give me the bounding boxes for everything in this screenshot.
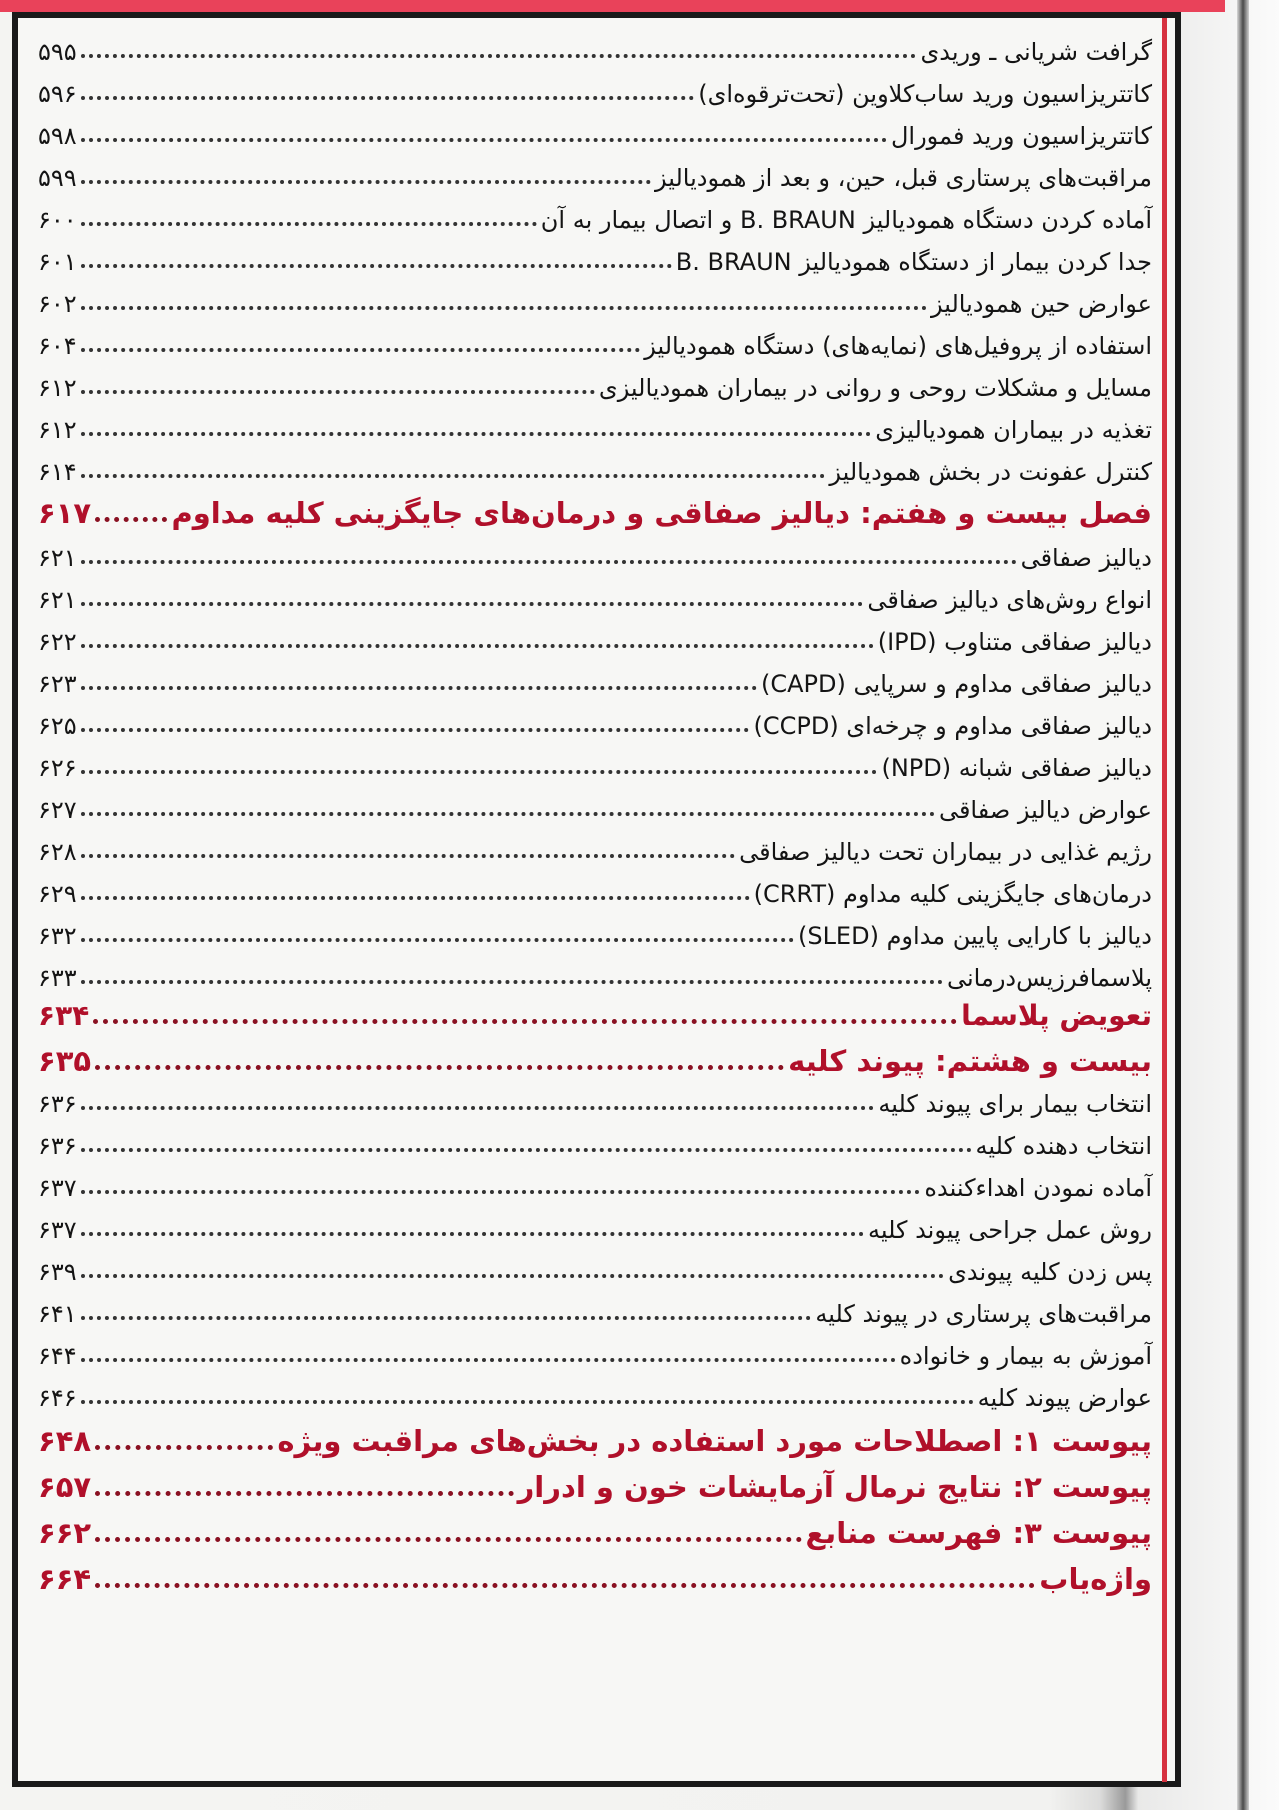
toc-entry-page-number: ۵۹۹ [38, 164, 77, 192]
dot-leader [81, 560, 1017, 564]
toc-entry [18, 1084, 1162, 1124]
toc-entry-page-number: ۶۲۱ [38, 544, 77, 572]
toc-entry-page-number: ۶۲۶ [38, 754, 77, 782]
toc-entry-title: دیالیز صفاقی مداوم و چرخه‌ای (CCPD) [753, 712, 1152, 740]
toc-entry [18, 1294, 1162, 1334]
dot-leader [81, 602, 864, 606]
toc-entry [18, 748, 1162, 788]
toc-entry-title: انواع روش‌های دیالیز صفاقی [867, 586, 1152, 614]
dot-leader [81, 1274, 944, 1278]
toc-entry-title: آماده کردن دستگاه همودیالیز B. BRAUN و اتصال بیمار به آن [540, 206, 1152, 234]
toc-entry-page-number: ۶۳۶ [38, 1132, 77, 1160]
dot-leader [95, 1537, 801, 1542]
toc-entry-page-number: ۶۲۷ [38, 796, 77, 824]
toc-entry-page-number: ۶۲۲ [38, 628, 77, 656]
top-red-band [0, 0, 1225, 12]
dot-leader [81, 222, 537, 226]
toc-entry-title: رژیم غذایی در بیماران تحت دیالیز صفاقی [739, 838, 1152, 866]
toc-entry-page-number: ۵۹۶ [38, 80, 77, 108]
toc-entry-page-number: ۶۰۲ [38, 290, 77, 318]
toc-entry-title: انتخاب دهنده کلیه [975, 1132, 1152, 1160]
toc-entry [18, 1168, 1162, 1208]
toc-entry-page-number: ۶۶۲ [38, 1516, 92, 1550]
toc-entry [18, 1126, 1162, 1166]
toc-entry-page-number: ۶۰۱ [38, 248, 77, 276]
dot-leader [81, 306, 927, 310]
toc-entry [18, 116, 1162, 156]
toc-entry-page-number: ۶۲۱ [38, 586, 77, 614]
toc-entry-title: پس زدن کلیه پیوندی [948, 1258, 1152, 1286]
toc-entry-page-number: ۶۴۱ [38, 1300, 77, 1328]
dot-leader [81, 728, 750, 732]
dot-leader [81, 1316, 812, 1320]
toc-entry-page-number: ۶۳۶ [38, 1090, 77, 1118]
toc-entry-title: بیست و هشتم: پیوند کلیه [788, 1044, 1152, 1078]
toc-entry-page-number: ۶۰۴ [38, 332, 77, 360]
toc-chapter-entry [18, 1466, 1162, 1510]
dot-leader [81, 1400, 974, 1404]
toc-entry [18, 32, 1162, 72]
dot-leader [81, 812, 935, 816]
toc-entry [18, 200, 1162, 240]
toc-entry [18, 1336, 1162, 1376]
toc-entry-page-number: ۵۹۵ [38, 38, 77, 66]
toc-entry [18, 832, 1162, 872]
toc-entry-title: درمان‌های جایگزینی کلیه مداوم (CRRT) [753, 880, 1152, 908]
toc-entry-title: مراقبت‌های پرستاری قبل، حین، و بعد از همودیالیز [654, 164, 1152, 192]
toc-chapter-entry [18, 1420, 1162, 1464]
toc-entry-page-number: ۶۳۵ [38, 1044, 92, 1078]
toc-entry-page-number: ۵۹۸ [38, 122, 77, 150]
dot-leader [95, 517, 167, 522]
dot-leader [81, 54, 917, 58]
dot-leader [81, 180, 651, 184]
toc-entry-page-number: ۶۱۷ [38, 496, 92, 530]
toc-entry-title: پلاسمافرزیس‌درمانی [946, 964, 1152, 992]
toc-entry-title: دیالیز با کارایی پایین مداوم (SLED) [797, 922, 1152, 950]
toc-entry [18, 158, 1162, 198]
toc-entry-page-number: ۶۱۴ [38, 458, 77, 486]
toc-entry-page-number: ۶۴۶ [38, 1384, 77, 1412]
toc-entry-title: گرافت شریانی ـ وریدی [920, 38, 1152, 66]
toc-entry-page-number: ۶۶۴ [38, 1562, 92, 1596]
dot-leader [81, 264, 672, 268]
toc-entry [18, 1378, 1162, 1418]
toc-entry [18, 452, 1162, 492]
dot-leader [81, 1232, 864, 1236]
toc-entry-title: دیالیز صفاقی مداوم و سرپایی (CAPD) [761, 670, 1152, 698]
toc-entry-title: کنترل عفونت در بخش همودیالیز [829, 458, 1152, 486]
book-binding-shadow [1237, 0, 1249, 1810]
toc-entry [18, 242, 1162, 282]
dot-leader [95, 1491, 514, 1496]
toc-entry-title: دیالیز صفاقی شبانه (NPD) [881, 754, 1152, 782]
toc-chapter-entry [18, 1558, 1162, 1602]
toc-entry [18, 368, 1162, 408]
dot-leader [81, 938, 794, 942]
toc-entry-title: فصل بیست و هفتم: دیالیز صفاقی و درمان‌های جایگزینی کلیه مداوم [171, 496, 1152, 530]
toc-entry-title: تعویض پلاسما [961, 999, 1152, 1032]
toc-entry-title: تغذیه در بیماران همودیالیزی [875, 416, 1152, 444]
toc-entry-title: واژه‌یاب [1039, 1562, 1152, 1596]
toc-entry-page-number: ۶۳۹ [38, 1258, 77, 1286]
toc-entry-title: آموزش به بیمار و خانواده [899, 1342, 1152, 1370]
dot-leader [95, 1065, 784, 1070]
toc-entry-page-number: ۶۲۹ [38, 880, 77, 908]
dot-leader [81, 390, 595, 394]
toc-entry [18, 916, 1162, 956]
toc-entry [18, 538, 1162, 578]
toc-entry-page-number: ۶۱۲ [38, 416, 77, 444]
dot-leader [81, 432, 872, 436]
toc-entry-title: کاتتریزاسیون ورید ساب‌کلاوین (تحت‌ترقوه‌ای) [698, 80, 1152, 108]
toc-entry [18, 958, 1162, 998]
toc-entry-page-number: ۶۴۴ [38, 1342, 77, 1370]
toc-entry-title: کاتتریزاسیون ورید فمورال [890, 122, 1152, 150]
toc-entry [18, 1252, 1162, 1292]
toc-entry-title: دیالیز صفاقی متناوب (IPD) [877, 628, 1152, 656]
toc-entry [18, 326, 1162, 366]
dot-leader [81, 1148, 972, 1152]
toc-entry-title: پیوست ۱: اصطلاحات مورد استفاده در بخش‌های مراقبت ویژه [277, 1424, 1152, 1458]
toc-entry-title: استفاده از پروفیل‌های (نمایه‌های) دستگاه همودیالیز [644, 332, 1152, 360]
toc-chapter-entry [18, 1512, 1162, 1556]
toc-entry [18, 410, 1162, 450]
toc-entry-title: عوارض دیالیز صفاقی [938, 796, 1152, 824]
toc-entry-page-number: ۶۰۰ [38, 206, 77, 234]
table-of-contents [18, 18, 1162, 1782]
dot-leader [81, 644, 874, 648]
toc-entry-title: پیوست ۳: فهرست منابع [805, 1516, 1152, 1550]
toc-entry [18, 1210, 1162, 1250]
dot-leader [81, 348, 641, 352]
toc-entry-page-number: ۶۳۷ [38, 1216, 77, 1244]
toc-entry-title: عوارض پیوند کلیه [977, 1384, 1152, 1412]
toc-entry-page-number: ۶۱۲ [38, 374, 77, 402]
toc-entry [18, 74, 1162, 114]
right-red-rule [1162, 18, 1167, 1782]
dot-leader [81, 474, 826, 478]
toc-entry [18, 874, 1162, 914]
toc-entry-title: آماده نمودن اهداءکننده [924, 1174, 1152, 1202]
dot-leader [81, 1190, 921, 1194]
toc-entry [18, 622, 1162, 662]
toc-chapter-entry [18, 1040, 1162, 1084]
dot-leader [95, 1445, 273, 1450]
toc-entry-title: جدا کردن بیمار از دستگاه همودیالیز B. BRAUN [675, 248, 1152, 276]
toc-entry-page-number: ۶۳۲ [38, 922, 77, 950]
toc-entry-title: مسایل و مشکلات روحی و روانی در بیماران همودیالیزی [598, 374, 1152, 402]
toc-entry-page-number: ۶۵۷ [38, 1470, 92, 1504]
toc-entry-page-number: ۶۳۳ [38, 964, 77, 992]
toc-entry [18, 706, 1162, 746]
dot-leader [81, 96, 695, 100]
toc-chapter-entry [18, 998, 1162, 1038]
toc-entry-page-number: ۶۴۸ [38, 1424, 92, 1458]
toc-entry-page-number: ۶۳۴ [38, 999, 90, 1032]
toc-entry [18, 580, 1162, 620]
toc-entry [18, 284, 1162, 324]
dot-leader [81, 1358, 896, 1362]
toc-entry-page-number: ۶۲۵ [38, 712, 77, 740]
toc-entry-title: انتخاب بیمار برای پیوند کلیه [878, 1090, 1152, 1118]
dot-leader [95, 1583, 1035, 1588]
dot-leader [81, 138, 887, 142]
toc-entry-title: پیوست ۲: نتایج نرمال آزمایشات خون و ادرار [517, 1470, 1152, 1504]
toc-entry-title: روش عمل جراحی پیوند کلیه [867, 1216, 1152, 1244]
dot-leader [81, 896, 750, 900]
toc-entry-page-number: ۶۲۳ [38, 670, 77, 698]
toc-entry-title: مراقبت‌های پرستاری در پیوند کلیه [815, 1300, 1152, 1328]
toc-entry-title: عوارض حین همودیالیز [930, 290, 1152, 318]
dot-leader [81, 980, 943, 984]
toc-entry [18, 664, 1162, 704]
toc-entry-page-number: ۶۳۷ [38, 1174, 77, 1202]
toc-entry-page-number: ۶۲۸ [38, 838, 77, 866]
dot-leader [93, 1019, 957, 1024]
toc-chapter-entry [18, 492, 1162, 536]
toc-entry [18, 790, 1162, 830]
toc-entry-title: دیالیز صفاقی [1020, 544, 1152, 572]
dot-leader [81, 1106, 875, 1110]
dot-leader [81, 686, 757, 690]
dot-leader [81, 854, 735, 858]
dot-leader [81, 770, 878, 774]
